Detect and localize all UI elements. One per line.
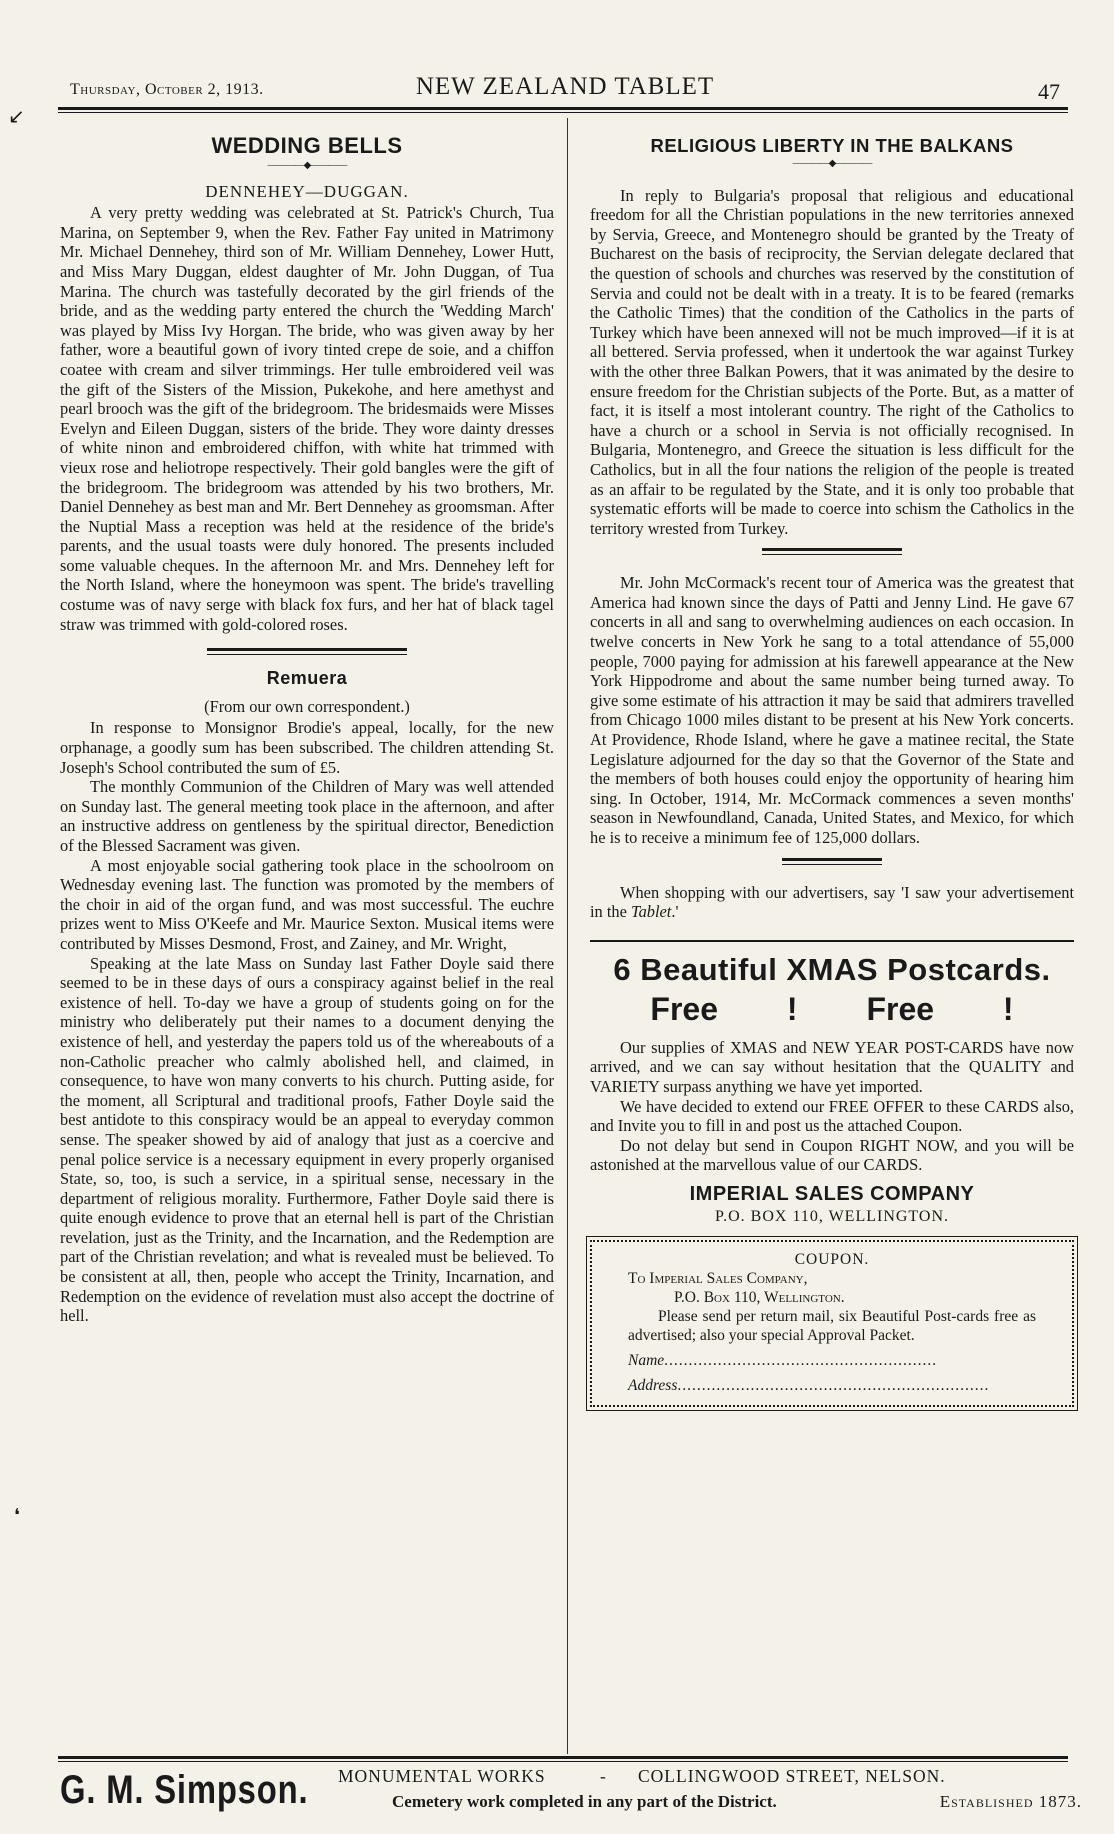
header-rule-thick <box>58 107 1068 110</box>
page-number: 47 <box>1038 79 1060 104</box>
heading-ornament-icon: ————◆———— <box>267 159 347 171</box>
ad-paragraph: Our supplies of XMAS and NEW YEAR POST-CARDS have now arrived, and we can say without hesitation that the QUALITY and VARIETY surpass anything we have yet imported. <box>590 1037 1074 1096</box>
wedding-subheading: DENNEHEY—DUGGAN. <box>205 181 409 201</box>
correspondent-note: (From our own correspondent.) <box>204 696 410 716</box>
masthead <box>70 73 1060 107</box>
coupon-title: COUPON. <box>794 1251 870 1269</box>
footer-advertiser-name: G. M. Simpson. <box>60 1768 309 1812</box>
coupon-name-field[interactable]: Name........................................................ <box>628 1352 938 1370</box>
remuera-heading: Remuera <box>266 668 348 689</box>
section-separator <box>782 858 882 865</box>
balkans-heading: RELIGIOUS LIBERTY IN THE BALKANS <box>650 135 1014 156</box>
margin-mark-icon: ❛ <box>14 1505 20 1525</box>
ad-company-name: IMPERIAL SALES COMPANY <box>689 1182 975 1205</box>
section-separator <box>207 648 407 655</box>
coupon-form <box>590 1240 1074 1407</box>
balkans-article: In reply to Bulgaria's proposal that religious and educational freedom for all the Christian populations in the new territories annexed by Servia, Greece, and Montenegro should be granted by the Treaty of Bucharest on the basis of reciprocity, the Servian delegate declared that the question of schools and churches was reserved by the constitution of Servia and could not be dealt with in a treaty. It is to be feared (remarks the Catholic Times) that the condition of the Catholics in the parts of Turkey which have been annexed will not be much improved—if it is at all bettered. Servia professed, when it undertook the war against Turkey with the other three Balkan Powers, that it was animated by the desire to ensure freedom for the Christian subjects of the Porte. But, as a matter of fact, it is itself a most intolerant country. The right of the Catholics to have a church or a school in Servia is not officially recognised. In Bulgaria, Montenegro, and Greece the situation is less difficult for the Catholics, but in all the four nations the religion of the people is treated as an affair to be regulated by the State, and it is only too probable that systematic efforts will be made to coerce into schism the Catholics in the territory wrested from Turkey. <box>590 185 1074 538</box>
publication-title: NEW ZEALAND TABLET <box>415 73 715 100</box>
ad-headline: 6 Beautiful XMAS Postcards. <box>613 951 1051 987</box>
footer-cemetery-line: Cemetery work completed in any part of the District. Established 1873. <box>392 1792 1082 1811</box>
wedding-bells-heading: WEDDING BELLS <box>211 133 403 158</box>
postcards-advertisement <box>590 952 1074 1407</box>
section-separator <box>762 548 902 555</box>
ad-po-box: P.O. BOX 110, WELLINGTON. <box>714 1207 950 1225</box>
column-divider <box>567 118 568 1754</box>
footer-rule-thin <box>58 1761 1068 1762</box>
ad-paragraph: We have decided to extend our FREE OFFER to these CARDS also, and Invite you to fill in and post us the attached Coupon. <box>590 1096 1074 1136</box>
remuera-paragraph: A most enjoyable social gathering took place in the schoolroom on Wednesday evening last. The function was promoted by the members of the choir in aid of the organ fund, and was most successful. The euchre prizes went to Miss O'Keefe and Mr. Maurice Sexton. Musical items were contributed by Misses Desmond, Frost, and Zainey, and Mr. Wright, <box>60 855 554 953</box>
mccormack-article: Mr. John McCormack's recent tour of America was the greatest that America had known since the days of Patti and Jenny Lind. He gave 67 concerts in all and sang to overwhelming audiences on each occasion. In twelve concerts in New York he sang to a total attendance of 55,000 people, 7000 paying for admission at his farewell appearance at the New York Hippodrome and about the same number being turned away. To give some estimate of his attraction it may be said that admirers travelled from Chicago 1000 miles distant to be present at his New York concerts. At Providence, Rhode Island, where he gave a matinee recital, the State Legislature adjourned for the day so that the Governor of the State and the members of both houses could enjoy the opportunity of hearing him sing. In October, 1914, Mr. McCormack commences a seven months' season in Newfoundland, Canada, United States, and Mexico, for which he is to receive a minimum fee of 125,000 dollars. <box>590 573 1074 847</box>
ad-free-banner: Free ! Free ! <box>650 990 1014 1027</box>
coupon-request: Please send per return mail, six Beautiful Post-cards free as advertised; also your special Approval Packet. <box>628 1308 1036 1345</box>
remuera-paragraph: The monthly Communion of the Children of Mary was well attended on Sunday last. The general meeting took place in the afternoon, and after an instructive address on gentleness by the spiritual director, Benediction of the Blessed Sacrament was given. <box>60 777 554 855</box>
ad-top-rule <box>590 940 1074 942</box>
coupon-addressee: To Imperial Sales Company, <box>628 1270 808 1288</box>
coupon-address-field[interactable]: Address................................................................ <box>628 1377 990 1395</box>
wedding-article: A very pretty wedding was celebrated at St. Patrick's Church, Tua Marina, on September 9, when the Rev. Father Fay united in Matrimony Mr. Michael Dennehey, third son of Mr. William Dennehey, Lower Hutt, and Miss Mary Duggan, eldest daughter of Mr. John Duggan, of Tua Marina. The church was tastefully decorated by the girl friends of the bride, and as the wedding party entered the church the 'Wedding March' was played by Miss Ivy Horgan. The bride, who was given away by her father, wore a beautiful gown of ivory tinted crepe de soie, and a chiffon coatee with cream and silver trimmings. Her tulle embroidered veil was the gift of the Sisters of the Mission, Pukekohe, and here amethyst and pearl brooch was the gift of the bridegroom. The bridesmaids were Misses Evelyn and Eileen Duggan, sisters of the bride. They wore dainty dresses of white ninon and embroidered chiffon, with white hat trimmed with vieux rose and heliotrope respectively. Their gold bangles were the gift of the bridegroom. The bridegroom was attended by his two brothers, Mr. Daniel Dennehey as best man and Mr. Bert Dennehey as groomsman. After the Nuptial Mass a reception was held at the residence of the bride's parents, and the usual toasts were duly honored. The presents included some valuable cheques. In the afternoon Mr. and Mrs. Dennehey left for the North Island, where the honeymoon was spent. The bride's travelling costume was of navy serge with black fox furs, and her hat of black tagel straw was trimmed with gold-colored roses. <box>60 203 554 634</box>
header-rule-thin <box>58 112 1068 113</box>
right-column <box>590 130 1074 1407</box>
footer-rule-thick <box>58 1756 1068 1759</box>
ad-paragraph: Do not delay but send in Coupon RIGHT NOW, and you will be astonished at the marvellous value of our CARDS. <box>590 1135 1074 1175</box>
issue-date: Thursday, October 2, 1913. <box>70 81 264 98</box>
margin-mark-icon: ↙ <box>8 106 25 128</box>
coupon-box-line: P.O. Box 110, Wellington. <box>674 1289 845 1307</box>
left-column <box>60 130 554 1326</box>
shopping-note: When shopping with our advertisers, say 'I saw your advertisement in the Tablet.' <box>590 882 1074 922</box>
heading-ornament-icon: ————◆———— <box>792 157 872 169</box>
remuera-paragraph: Speaking at the late Mass on Sunday last Father Doyle said there seemed to be in these days of ours a conspiracy against belief in the real existence of hell. To-day we have a group of students going on for the ministry who deliberately put their names to a document denying the existence of hell, and yesterday the papers told us of the whereabouts of a non-Catholic preacher who calmly abolished hell, and claimed, in consequence, to have won many converts to his church. Putting aside, for the moment, all Scriptural and traditional proofs, Father Doyle said the best antidote to this conspiracy would be an appeal to everyday common sense. The speaker showed by aid of analogy that just as a coercive and penal police service is a necessary equipment in every properly organised State, so, too, is such a service, in a spiritual sense, necessary in the department of religious morality. Furthermore, Father Doyle said there is quite enough evidence to prove that an eternal hell is part of the Christian revelation, just as the Trinity, and the Incarnation, and the Redemption are part of the Christian revelation; and what is revealed must be believed. To be consistent at all, then, people who accept the Trinity, Incarnation, and Redemption on the evidence of revelation must also accept the doctrine of hell. <box>60 953 554 1326</box>
remuera-paragraph: In response to Monsignor Brodie's appeal, locally, for the new orphanage, a goodly sum has been subscribed. The children attending St. Joseph's School contributed the sum of £5. <box>60 718 554 777</box>
